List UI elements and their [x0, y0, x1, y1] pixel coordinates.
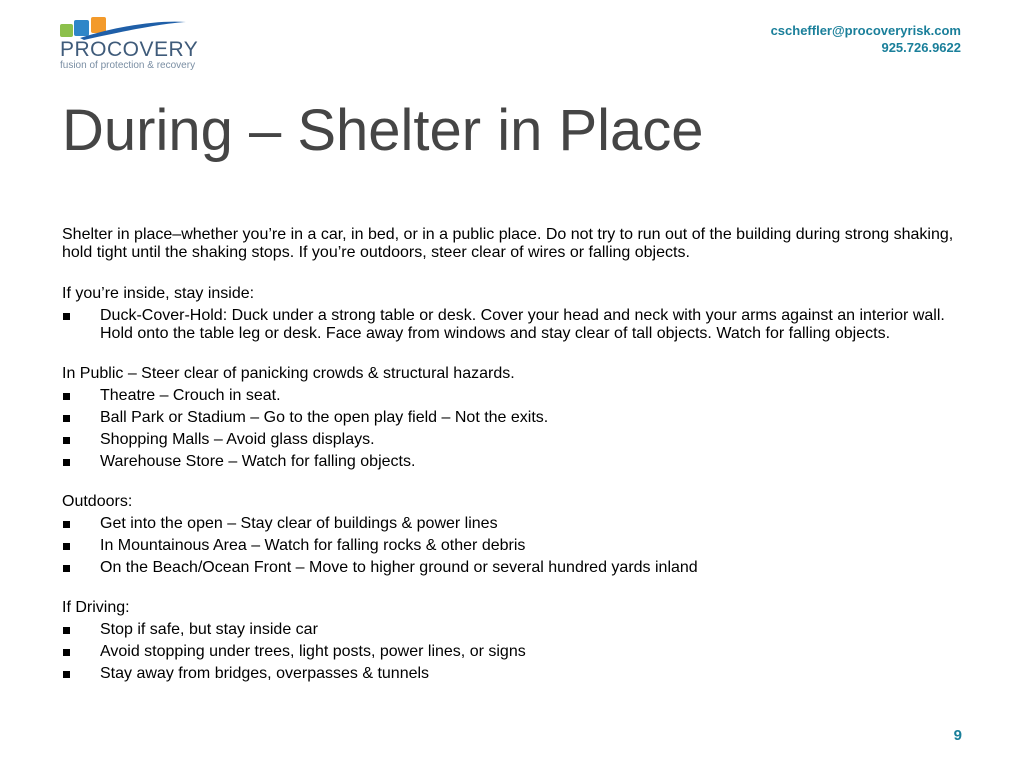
- section-driving: [62, 599, 972, 683]
- contact-email[interactable]: cscheffler@procoveryrisk.com: [770, 23, 961, 38]
- bullet-item: Stay away from bridges, overpasses & tunnels: [62, 665, 972, 683]
- section-heading: If Driving:: [62, 599, 130, 616]
- bullet-item: Ball Park or Stadium – Go to the open play field – Not the exits.: [62, 409, 972, 427]
- bullet-item: Duck-Cover-Hold: Duck under a strong table or desk. Cover your head and neck with your arms against an interior wall. Hold onto the table leg or desk. Face away from windows and stay clear of tall objects. Watch for falling objects.: [62, 307, 972, 343]
- logo-square-orange: [91, 17, 106, 33]
- bullet-item: On the Beach/Ocean Front – Move to higher ground or several hundred yards inland: [62, 559, 972, 577]
- bullet-item: Avoid stopping under trees, light posts, power lines, or signs: [62, 643, 972, 661]
- bullet-item: Stop if safe, but stay inside car: [62, 621, 972, 639]
- slide-content: [62, 226, 972, 705]
- bullet-list: [62, 515, 972, 577]
- logo-tagline: fusion of protection & recovery: [60, 60, 196, 71]
- section-inside: [62, 285, 972, 343]
- section-heading: If you’re inside, stay inside:: [62, 285, 255, 302]
- section-heading: Outdoors:: [62, 493, 133, 510]
- bullet-list: [62, 621, 972, 683]
- bullet-item: Get into the open – Stay clear of buildings & power lines: [62, 515, 972, 533]
- bullet-list: [62, 387, 972, 471]
- contact-info: [771, 22, 961, 56]
- bullet-item: Warehouse Store – Watch for falling objects.: [62, 453, 972, 471]
- section-heading: In Public – Steer clear of panicking crowds & structural hazards.: [62, 365, 515, 382]
- procovery-logo: [58, 16, 198, 76]
- bullet-item: Theatre – Crouch in seat.: [62, 387, 972, 405]
- bullet-item: In Mountainous Area – Watch for falling rocks & other debris: [62, 537, 972, 555]
- contact-phone: 925.726.9622: [881, 40, 961, 55]
- page-number: 9: [953, 727, 962, 744]
- logo-square-green: [60, 24, 73, 37]
- bullet-list: [62, 307, 972, 343]
- logo-wordmark: PROCOVERY: [60, 38, 199, 61]
- section-public: [62, 365, 972, 471]
- bullet-item: Shopping Malls – Avoid glass displays.: [62, 431, 972, 449]
- logo-square-blue: [74, 20, 89, 36]
- intro-paragraph: Shelter in place–whether you’re in a car, in bed, or in a public place. Do not try to run out of the building during strong shaking, hold tight until the shaking stops. If you’re outdoors, steer clear of wires or falling objects.: [62, 226, 954, 261]
- slide-title: During – Shelter in Place: [62, 98, 704, 163]
- section-outdoors: [62, 493, 972, 577]
